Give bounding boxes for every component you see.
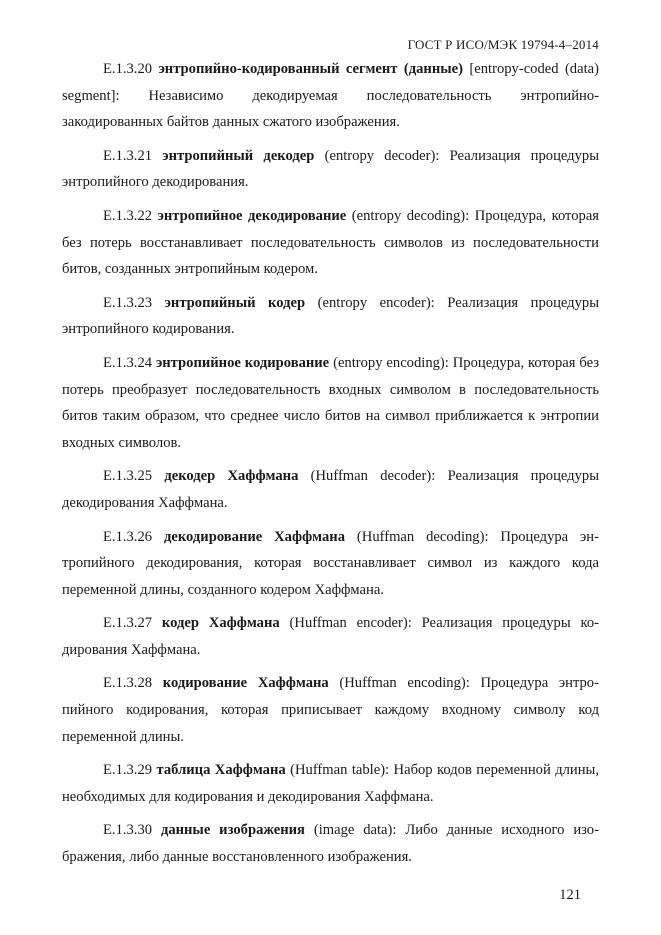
entry-number: E.1.3.28 xyxy=(103,675,153,692)
entry-definition: Независимо декодируемая последовательность энтропийно-закодированных байтов данных сжатого изображения. xyxy=(62,87,599,131)
entry-definition: Набор кодов переменной длины, необходимых для кодирования и декодирования Хаффмана. xyxy=(62,762,599,805)
glossary-entry-e1326 xyxy=(62,524,599,604)
entry-term: энтропийный декодер xyxy=(162,147,315,164)
glossary-entry-e1327 xyxy=(62,610,599,663)
entry-definition: Реализация процедуры энтропийного декодирования. xyxy=(62,147,600,191)
entry-number: E.1.3.27 xyxy=(103,615,153,632)
glossary-entry-e1322 xyxy=(62,203,599,283)
entry-term: таблица Хаффмана xyxy=(156,762,286,779)
entry-number: E.1.3.26 xyxy=(103,528,153,545)
glossary-entry-e1329 xyxy=(62,757,599,810)
entry-term: кодер Хаффмана xyxy=(161,615,280,632)
glossary-entry-e1330 xyxy=(62,817,599,870)
glossary-entry-e1328 xyxy=(62,670,599,750)
entry-english: (Huffman table): xyxy=(290,762,390,779)
entry-english: (entropy encoding): xyxy=(333,354,449,371)
entry-definition: Процедура, которая без потерь преобразует последовательность входных символом в последовательность битов таким образом, что среднее число битов на символ приближается к энтропии входных символов. xyxy=(62,354,600,451)
entry-english: [entropy-coded (data) segment]: xyxy=(62,61,599,104)
entry-english: (Huffman encoder): xyxy=(289,615,412,632)
entry-definition: Реализация процедуры энтропийного кодирования. xyxy=(62,294,600,338)
entry-term: кодирование Хаффмана xyxy=(162,675,329,692)
entry-number: E.1.3.23 xyxy=(103,294,153,311)
entry-term: энтропийное декодирование xyxy=(157,207,347,224)
entry-english: (entropy decoding): xyxy=(351,207,470,224)
glossary-entry-e1324 xyxy=(62,350,599,456)
entry-term: энтропийный кодер xyxy=(164,294,306,311)
entry-english: (Huffman decoder): xyxy=(310,468,436,485)
entry-english: (image data): xyxy=(313,822,397,839)
entry-number: E.1.3.24 xyxy=(103,354,153,371)
glossary-entry-e1320 xyxy=(62,56,599,136)
page-number: 121 xyxy=(559,887,581,903)
entry-definition: Реализация процедуры декодирования Хаффмана. xyxy=(62,468,599,511)
entry-english: (Huffman encoding): xyxy=(339,675,470,692)
entry-english: (Huffman decoding): xyxy=(356,528,489,545)
entry-number: E.1.3.21 xyxy=(103,147,153,164)
entry-term: декодирование Хаффмана xyxy=(163,528,346,545)
entry-definition: Процедура энтропийного кодирования, которая приписывает каждому входному символу код переменной длины. xyxy=(62,675,599,745)
entry-number: E.1.3.20 xyxy=(103,61,153,77)
entry-term: энтропийно-кодированный сегмент (данные) xyxy=(158,61,463,77)
entry-term: данные изображения xyxy=(160,822,305,839)
glossary-entry-e1325 xyxy=(62,463,599,516)
entry-number: E.1.3.22 xyxy=(103,207,153,224)
entry-english: (entropy encoder): xyxy=(317,294,435,311)
entry-number: E.1.3.30 xyxy=(103,822,153,839)
entry-definition: Процедура, которая без потерь восстанавливает последовательность символов из последовательности битов, созданных энтропийным кодером. xyxy=(62,207,600,278)
entry-definition: Либо данные исходного изображения, либо данные восстановленного изображения. xyxy=(62,822,599,866)
entry-definition: Процедура энтропийного декодирования, которая восстанавливает символ из каждого кода переменной длины, созданного кодером Хаффмана. xyxy=(62,528,599,598)
entry-english: (entropy decoder): xyxy=(324,147,440,164)
entry-term: декодер Хаффмана xyxy=(164,468,299,485)
entry-number: E.1.3.25 xyxy=(103,468,153,485)
glossary-entry-e1323 xyxy=(62,290,599,343)
entry-term: энтропийное кодирование xyxy=(155,354,330,371)
glossary-entry-e1321 xyxy=(62,143,599,196)
document-header: ГОСТ Р ИСО/МЭК 19794-4–2014 xyxy=(407,37,599,52)
entry-number: E.1.3.29 xyxy=(103,762,153,779)
glossary-content xyxy=(62,56,599,878)
entry-definition: Реализация процедуры кодирования Хаффмана. xyxy=(62,615,599,658)
